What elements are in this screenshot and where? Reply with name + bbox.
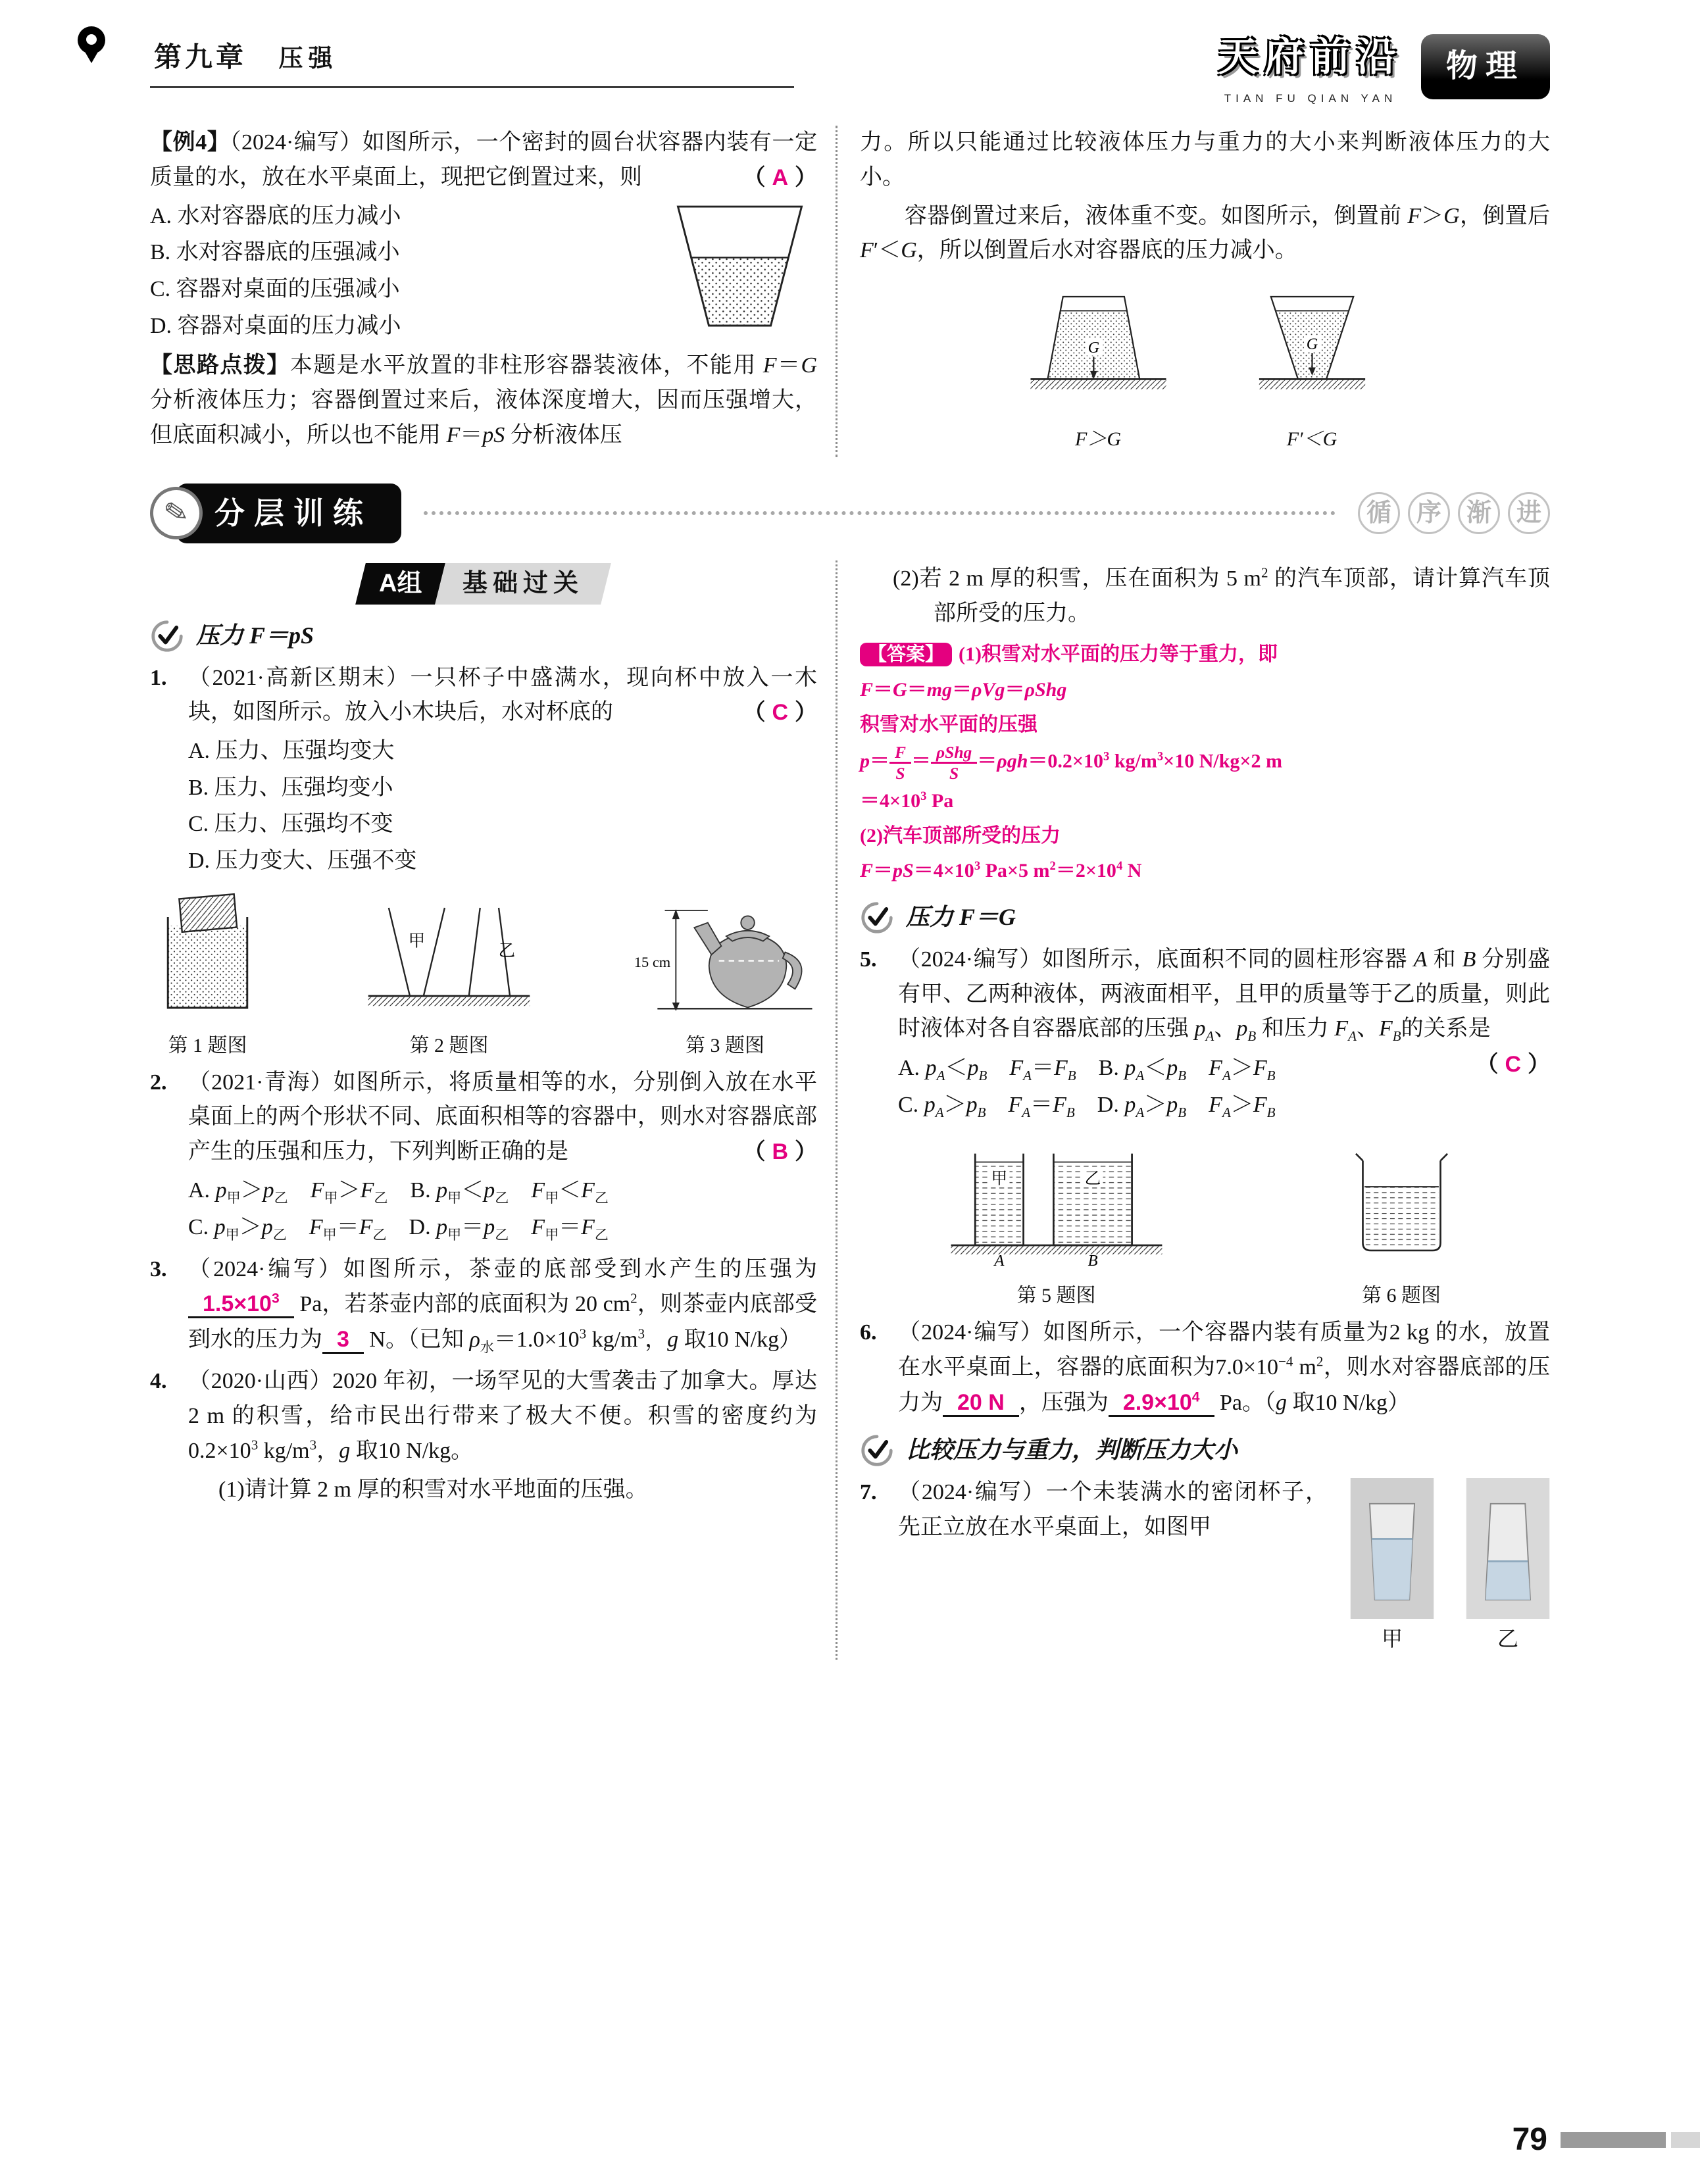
tips-label: 【思路点拨】	[150, 353, 290, 378]
problem-1-option-c: C. 压力、压强均不变	[188, 812, 393, 837]
example-section	[150, 126, 1550, 457]
problem-7	[860, 1476, 1550, 1651]
beaker-figure	[1341, 1143, 1462, 1268]
problem-2-stem: （2021·青海）如图所示，将质量相等的水，分别倒入放在水平桌面上的两个形状不同、底面积相等的容器中，则水对容器底部产生的压强和压力，下列判断正确的是 （ B ）	[188, 1066, 817, 1170]
answer-letter: A	[772, 165, 788, 191]
answer-label: 【答案】	[860, 643, 952, 666]
training-left-column	[150, 560, 817, 1660]
answer-letter: C	[772, 700, 788, 726]
example-tips	[150, 349, 817, 453]
problem-number: 6.	[860, 1320, 877, 1345]
example-options-block	[150, 199, 817, 344]
page-footer	[1512, 2116, 1700, 2164]
problem-number: 4.	[150, 1369, 167, 1394]
example-right-column	[836, 126, 1550, 457]
slogan-badges	[1358, 492, 1550, 534]
page-number: 79	[1512, 2122, 1547, 2157]
problem-5-options-ab: A. $p_A<p_B$ $F_A=F_B$ B. $p_A<p_B$ $F_A>F_B$	[898, 1055, 1276, 1083]
dotted-leader	[424, 511, 1336, 515]
problem-2-options-cd: C. $p_甲>p_乙$ $F_甲=F_乙$ D. $p_甲=p_乙$ $F_甲=F_乙$	[188, 1215, 609, 1243]
problem-number: 3.	[150, 1256, 167, 1281]
liquid-yi-label: 乙	[1084, 1170, 1101, 1188]
slogan-char: 渐	[1458, 492, 1500, 534]
example-option-d: D. 容器对桌面的压力减小	[150, 313, 401, 338]
container-f-greater-g-figure	[1028, 291, 1169, 412]
problem-4	[150, 1364, 817, 1507]
pencil-icon: ✎	[146, 483, 207, 544]
problem-number: 1.	[150, 665, 167, 690]
topic-marker-2	[860, 899, 1550, 936]
chapter-heading	[150, 29, 794, 88]
check-icon	[860, 901, 894, 935]
cup-with-block-figure	[150, 893, 265, 1018]
brand-logo	[1218, 26, 1403, 107]
problem-5-figure	[948, 1137, 1165, 1308]
example-option-a: A. 水对容器底的压力减小	[150, 203, 401, 228]
answer-paren: （ C ）	[743, 700, 817, 726]
brand-subtitle: TIAN FU QIAN YAN	[1224, 92, 1397, 105]
example-compare-figures	[860, 291, 1550, 451]
upright-cup-photo	[1350, 1478, 1434, 1619]
weight-label: G	[1306, 335, 1318, 353]
height-label: 15 cm	[634, 953, 671, 970]
figure-caption: F′＜G	[1286, 428, 1338, 451]
brand-block	[1218, 26, 1550, 107]
tips-paragraph-2: 容器倒置过来后，液体重不变。如图所示，倒置前 F＞G，倒置后 F′＜G，所以倒置后水对容器底的压力减小。	[860, 203, 1551, 263]
answer-line: p＝ $\frac{F}{S}$ ＝ $\frac{\text{ρShg}}{S}$ $=\rho gh=0.2\times 10^3$ $kg/m^3\times 10$ N/kg×2 m	[860, 742, 1282, 783]
problem-6-stem: （2024·编写）如图所示，一个容器内装有质量为2 kg 的水，放置在水平桌面上，容器的底面积为$7.0\times 10^{-4}$ $m^2$，则水对容器底部的压力为 20 N ，压强为 $2.9\times 10^4$ Pa。（g 取10 N/kg）	[898, 1316, 1550, 1420]
problem-1	[150, 661, 817, 879]
figure-caption: F＞G	[1075, 428, 1121, 451]
footer-bar	[1561, 2132, 1666, 2148]
problem-1-option-d: D. 压力变大、压强不变	[188, 848, 417, 873]
tips-continuation: 力。所以只能通过比较液体压力与重力的大小来判断液体压力的大小。	[860, 130, 1550, 190]
group-a-banner	[150, 563, 817, 605]
problem-1-option-b: B. 压力、压强均变小	[188, 775, 393, 800]
brand-name: 天府前沿	[1218, 35, 1403, 79]
figure-caption: 第 3 题图	[686, 1034, 764, 1056]
problem-7-photos	[1350, 1478, 1550, 1656]
answer-paren: （ C ）	[1476, 1051, 1550, 1077]
problem-6-figure	[1341, 1143, 1462, 1308]
topic-marker-3	[860, 1432, 1550, 1469]
problem-5-options-cd: C. $p_A>p_B$ $F_A=F_B$ D. $p_A>p_B$ $F_A>F_B$	[898, 1093, 1276, 1120]
answer-line: 积雪对水平面的压强	[860, 713, 1038, 735]
problem-2	[150, 1066, 817, 1246]
inverted-cup-photo	[1466, 1478, 1550, 1619]
slogan-char: 循	[1358, 492, 1400, 534]
answer-line: F＝G＝mg＝ρVg＝ρShg	[860, 678, 1067, 701]
group-a-title: 基础过关	[436, 563, 612, 605]
check-icon	[860, 1433, 894, 1468]
problem-2-options-ab: A. $p_甲>p_乙$ $F_甲>F_乙$ B. $p_甲<p_乙$ $F_甲<F_乙$	[188, 1178, 609, 1206]
problem-4-question-1: (1)请计算 2 m 厚的积雪对水平地面的压强。	[218, 1477, 648, 1502]
problem-3-figure	[633, 892, 817, 1058]
container-f-less-g-figure	[1241, 291, 1383, 412]
liquid-jia-label: 甲	[991, 1170, 1007, 1188]
answer-line: $=4\times 10^3$ Pa	[860, 789, 954, 812]
figure-caption: 第 1 题图	[168, 1034, 247, 1056]
problem-3-stem: （2024·编写）如图所示，茶壶的底部受到水产生的压强为$1.5\times 10^3$ Pa，若茶壶内部的底面积为 20 $cm^2$，则茶壶内底部受到水的压力为 3 N。（已知 $\rho_水=1.0\times 10^3$ $kg/m^3$，g 取10 N/kg）	[188, 1256, 817, 1355]
slogan-char: 序	[1408, 492, 1450, 534]
photo-label: 甲	[1381, 1627, 1403, 1651]
answer-paren: （ A ）	[743, 165, 817, 191]
container-b-label: B	[1087, 1251, 1098, 1268]
chapter-title: 压强	[278, 45, 338, 72]
problem-4-stem: （2020·山西）2020 年初，一场罕见的大雪袭击了加拿大。厚达 2 m 的积雪，给市民出行带来了极大不便。积雪的密度约为 $0.2\times 10^3$ $kg/m^3$，g 取10 N/kg。	[188, 1369, 817, 1463]
topic-text: 比较压力与重力，判断压力大小	[906, 1437, 1238, 1464]
truncated-cone-container-figure	[662, 202, 817, 334]
topic-text: 压力 F＝pS	[196, 622, 314, 649]
photo-yi	[1466, 1478, 1550, 1656]
problem-5	[860, 943, 1550, 1124]
footer-bar	[1671, 2132, 1700, 2148]
problem-1-figure	[150, 893, 265, 1057]
container-yi-label: 乙	[498, 941, 516, 960]
subject-badge: 物理	[1421, 34, 1550, 99]
location-pin-icon	[78, 26, 105, 54]
check-icon	[150, 619, 184, 653]
answer-block-problem-4	[860, 637, 1550, 887]
two-containers-figure	[365, 897, 533, 1018]
container-a-label: A	[993, 1251, 1004, 1268]
example-stem	[150, 126, 817, 195]
answer-line: 【答案】 (1)积雪对水平面的压力等于重力，即	[860, 637, 1550, 671]
figure-row-2	[860, 1137, 1550, 1308]
problem-5-stem: （2024·编写）如图所示，底面积不同的圆柱形容器 A 和 B 分别盛有甲、乙两种液体，两液面相平，且甲的质量等于乙的质量，则此时液体对各自容器底部的压强 $p_A$、$p_B$ 和压力 $F_A$、$F_B$的关系是 （ C ）	[898, 943, 1550, 1047]
answer-paren: （ B ）	[743, 1139, 817, 1165]
answer-letter: C	[1505, 1051, 1521, 1077]
upright-container-figure	[1028, 291, 1169, 451]
cylinders-a-b-figure	[948, 1137, 1165, 1268]
problem-6	[860, 1316, 1550, 1420]
weight-label: G	[1088, 339, 1099, 357]
answer-line: (2)汽车顶部所受的压力	[860, 825, 1061, 847]
topic-marker-1	[150, 618, 817, 655]
example-container-figure	[662, 202, 817, 344]
example-left-column	[150, 126, 817, 457]
figure-caption: 第 5 题图	[1016, 1285, 1096, 1307]
page-header	[150, 29, 1550, 107]
figure-caption: 第 6 题图	[1362, 1285, 1441, 1307]
group-a-tag: A组	[355, 563, 445, 605]
problem-1-stem: （2021·高新区期末）一只杯子中盛满水，现向杯中放入一木块，如图所示。放入小木块后，水对杯底的 （ C ）	[188, 661, 817, 730]
example-option-c: C. 容器对桌面的压强减小	[150, 277, 400, 302]
figure-caption: 第 2 题图	[409, 1034, 489, 1056]
figure-row-1	[150, 892, 817, 1058]
problem-number: 5.	[860, 947, 877, 972]
training-section	[150, 560, 1550, 1660]
photo-label: 乙	[1497, 1627, 1518, 1651]
answer-letter: B	[772, 1139, 788, 1165]
problem-number: 2.	[150, 1070, 167, 1095]
example-option-b: B. 水对容器底的压强减小	[150, 240, 400, 265]
inverted-container-figure	[1241, 291, 1383, 451]
problem-number: 7.	[860, 1480, 877, 1505]
example-label: 【例4】	[150, 130, 230, 155]
container-jia-label: 甲	[408, 931, 426, 951]
problem-2-figure	[365, 897, 533, 1058]
teapot-figure	[633, 892, 817, 1018]
slogan-char: 进	[1508, 492, 1550, 534]
training-banner-title: 分层训练	[176, 484, 401, 543]
photo-jia	[1350, 1478, 1434, 1656]
problem-7-stem: （2024·编写）一个未装满水的密闭杯子，先正立放在水平桌面上，如图甲	[898, 1480, 1328, 1539]
example-stem-text: （2024·编写）如图所示，一个密封的圆台状容器内装有一定质量的水，放在水平桌面上，现把它倒置过来，则	[150, 130, 818, 190]
training-right-column	[836, 560, 1550, 1660]
answer-line: $F=pS=4\times 10^3$ Pa×5 $m^2=2\times 10^4$ N	[860, 859, 1142, 882]
training-banner-row	[150, 484, 1550, 543]
topic-text: 压力 F＝G	[906, 904, 1016, 931]
problem-3	[150, 1253, 817, 1358]
chapter-number: 第九章	[154, 41, 247, 72]
problem-4-question-2: (2)若 2 m 厚的积雪，压在面积为 5 $m^2$ 的汽车顶部，请计算汽车顶部所受的压力。	[893, 564, 1550, 626]
problem-1-option-a: A. 压力、压强均变大	[188, 738, 395, 763]
tips-text: 本题是水平放置的非柱形容器装液体，不能用 F＝G 分析液体压力；容器倒置过来后，液体深度增大，因而压强增大，但底面积减小，所以也不能用 F＝pS 分析液体压	[150, 353, 818, 447]
